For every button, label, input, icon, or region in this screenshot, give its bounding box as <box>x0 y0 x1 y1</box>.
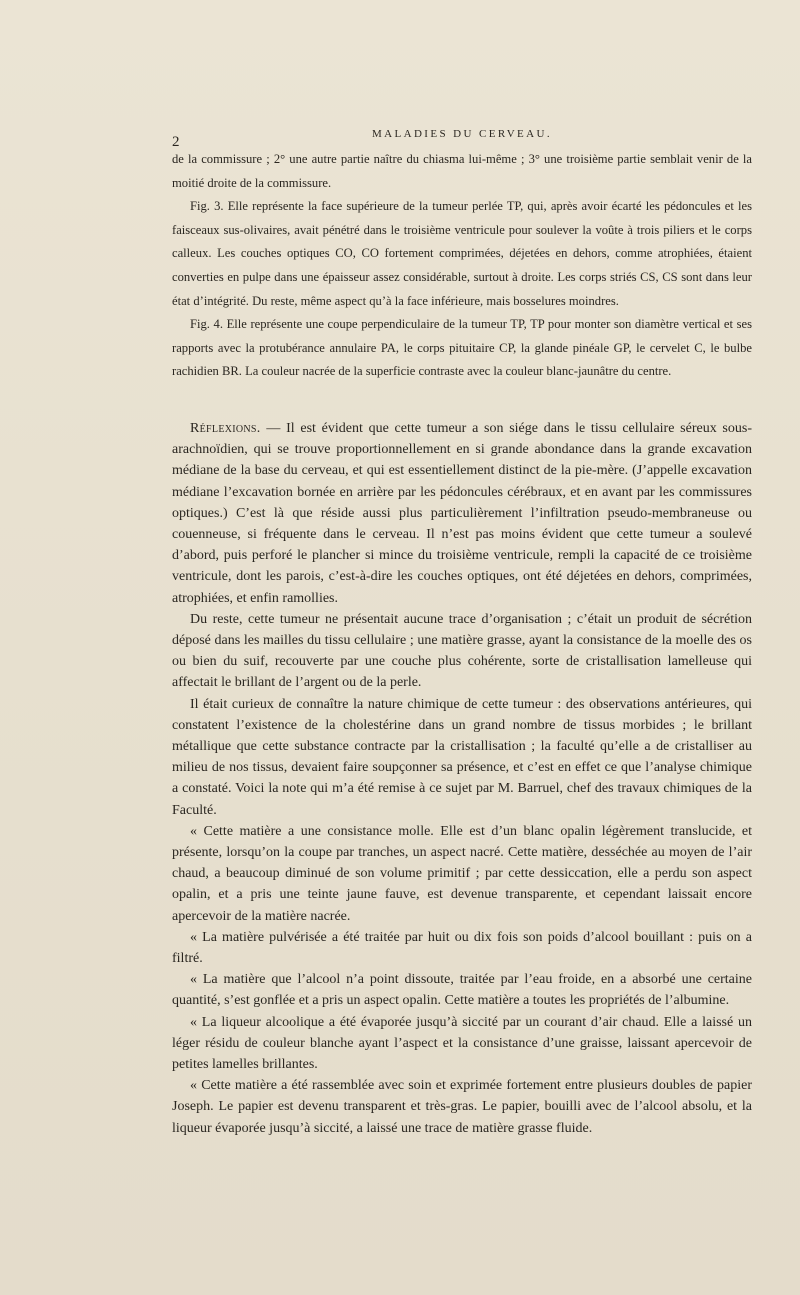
reflexions-paragraph-1 <box>172 418 752 609</box>
figure-continuation: de la commissure ; 2° une autre partie naître du chiasma lui-même ; 3° une troisième partie semblait venir de la moitié droite de la commissure. <box>172 152 752 190</box>
page-header <box>172 128 752 148</box>
reflexions-section <box>172 418 752 1139</box>
quoted-note-paragraph: « La matière que l’alcool n’a point dissoute, traitée par l’eau froide, en a absorbé une certaine quantité, s’est gonflée et a pris un aspect opalin. Cette matière a toutes les propriétés de l’albumine. <box>172 972 752 1009</box>
page-number: 2 <box>172 134 180 150</box>
reflexions-paragraph: Il était curieux de connaître la nature chimique de cette tumeur : des observations antérieures, qui constatent l’existence de la cholestérine dans un grand nombre de tissus morbides ; le brillant métallique que cette substance contracte par la cristallisation ; la faculté qu’elle a de cristalliser au milieu de nos tissus, devaient faire soupçonner sa présence, et c’est en effet ce que l’analyse chimique a constaté. Voici la note qui m’a été remise à ce sujet par M. Barruel, chef des travaux chimiques de la Faculté. <box>172 696 752 818</box>
figure-4-description: Fig. 4. Elle représente une coupe perpendiculaire de la tumeur TP, TP pour monter son diamètre vertical et ses rapports avec la protubérance annulaire PA, le corps pituitaire CP, la glande pinéale GP, le cervelet C, le bulbe rachidien BR. La couleur nacrée de la superficie contraste avec la couleur blanc-jaunâtre du centre. <box>172 317 752 379</box>
figure-descriptions <box>172 148 752 384</box>
running-title: MALADIES DU CERVEAU. <box>371 128 553 140</box>
reflexions-paragraph: Du reste, cette tumeur ne présentait aucune trace d’organisation ; c’était un produit de sécrétion déposé dans les mailles du tissu cellulaire ; une matière grasse, ayant la consistance de la moelle des os ou bien du suif, recouverte par une couche plus cohérente, sorte de cristallisation lamelleuse qui affectait le brillant de l’argent ou de la perle. <box>172 611 752 691</box>
page-body <box>172 148 752 1139</box>
quoted-note-paragraph: « La liqueur alcoolique a été évaporée jusqu’à siccité par un courant d’air chaud. Elle a laissé un léger résidu de couleur blanche ayant l’aspect et la consistance d’une graisse, laissant apercevoir de petites lamelles brillantes. <box>172 1014 752 1073</box>
quoted-note-paragraph: « Cette matière a une consistance molle. Elle est d’un blanc opalin légèrement translucide, et présente, lorsqu’on la coupe par tranches, un aspect nacré. Cette matière, desséchée au moyen de l’air chaud, a beaucoup diminué de son volume primitif ; par cette dessiccation, elle a perdu son aspect opalin, et a pris une teinte jaune fauve, est devenue transparente, et cependant laissait encore apercevoir de la matière nacrée. <box>172 823 752 924</box>
reflexions-heading: Réflexions. <box>190 420 261 436</box>
quoted-note-paragraph: « Cette matière a été rassemblée avec soin et exprimée fortement entre plusieurs doubles de papier Joseph. Le papier est devenu transparent et très-gras. Le papier, bouilli avec de l’alcool absolu, et la liqueur évaporée jusqu’à siccité, a laissé une trace de matière grasse fluide. <box>172 1078 752 1136</box>
reflexions-text-1: — Il est évident que cette tumeur a son siége dans le tissu cellulaire séreux sous-arachnoïdien, qui se trouve proportionnellement en si grande abondance dans la grande excavation médiane de la base du cerveau, et qui est essentiellement distinct de la pie-mère. (J’appelle excavation médiane l’excavation bornée en arrière par les pédoncules cérébraux, et en avant par les commissures optiques.) C’est là que réside aussi plus particulièrement l’infiltration pseudo-membraneuse ou couenneuse, si fréquente dans le cerveau. Il n’est pas moins évident que cette tumeur a soulevé d’abord, puis perforé le plancher si mince du troisième ventricule, rempli la capacité de ce troisième ventricule, dont les parois, c’est-à-dire les couches optiques, ont été déjetées en dehors, comprimées, atrophiées, et enfin ramollies. <box>172 420 752 606</box>
figure-3-description: Fig. 3. Elle représente la face supérieure de la tumeur perlée TP, qui, après avoir écarté les pédoncules et les faisceaux sus-olivaires, avait pénétré dans le troisième ventricule pour soulever la voûte à trois piliers et le corps calleux. Les couches optiques CO, CO fortement comprimées, déjetées en dehors, comme atrophiées, étaient converties en pulpe dans une épaisseur assez considérable, surtout à droite. Les corps striés CS, CS sont dans leur état d’intégrité. Du reste, même aspect qu’à la face inférieure, mais bosselures moindres. <box>172 199 752 308</box>
quoted-note-paragraph: « La matière pulvérisée a été traitée par huit ou dix fois son poids d’alcool bouillant : puis on a filtré. <box>172 929 752 967</box>
